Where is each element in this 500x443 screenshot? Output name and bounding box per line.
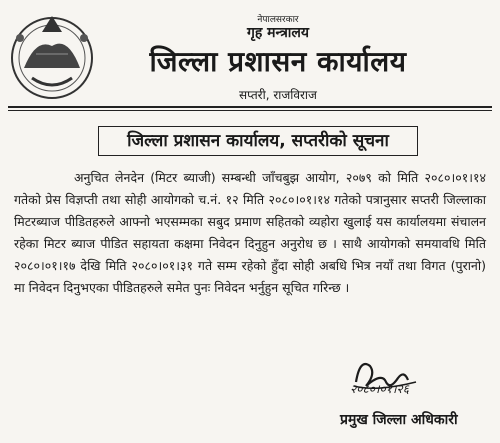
office-location: सप्तरी, राजविराज	[239, 88, 317, 102]
notice-body	[14, 167, 486, 299]
header-divider	[8, 106, 492, 108]
signatory-title: प्रमुख जिल्ला अधिकारी	[340, 412, 458, 428]
notice-title: जिल्ला प्रशासन कार्यालय, सप्तरीको सूचना	[98, 126, 418, 156]
government-label: नेपालसरकार	[257, 15, 299, 25]
office-title: जिल्ला प्रशासन कार्यालय	[149, 45, 407, 78]
notice-paragraph: अनुचित लेनदेन (मिटर ब्याजी) सम्बन्धी जाँचबुझ आयोग, २०७९ को मिति २०८०।०१।१४ गतेको प्रेस विज्ञप्ती तथा सोही आयोगको च.नं. १२ मिति २०८०।०१।१४ गतेको पत्रानुसार सप्तरी जिल्लाका मिटरब्याज पीडितहरुले आफ्नो भएसम्मका सबुद प्रमाण सहितको व्यहोरा खुलाई यस कार्यालयमा संचालन रहेका मिटर ब्याज पीडित सहायता कक्षमा निवेदन दिनुहुन अनुरोध छ । साथै आयोगको समयावधि मिति २०८०।०१।१७ देखि मिति २०८०।०१।३१ गते सम्म रहेको हुँदा सोही अबधि भित्र नयाँ तथा विगत (पुरानो) मा निवेदन दिनुभएका पीडितहरुले समेत पुनः निवेदन भर्नुहुन सूचित गरिन्छ ।	[14, 170, 486, 295]
signature-date: २०८०।०१।२६	[350, 382, 410, 396]
ministry-label: गृह मन्त्रालय	[246, 25, 310, 41]
header-divider-thin	[8, 110, 492, 111]
